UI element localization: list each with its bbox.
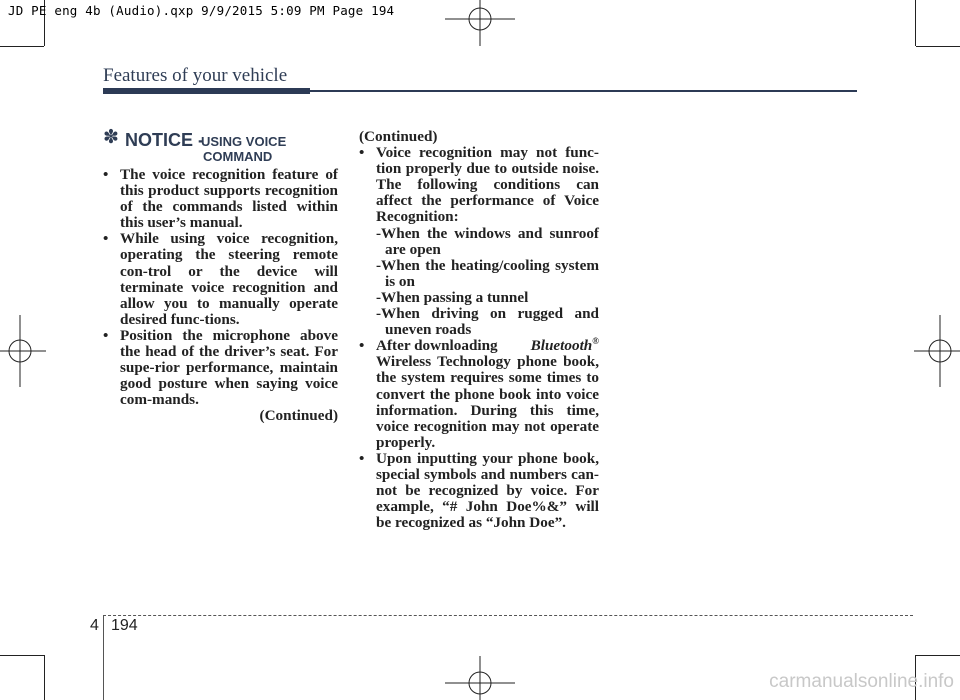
notice-label: NOTICE -: [125, 130, 204, 150]
bullet-marker: •: [359, 449, 365, 467]
bullet-marker: •: [103, 166, 109, 183]
bullet-text: Voice recognition may not func-tion properly due to outside noise. The following conditions can affect the performance of Voice Recognition:: [376, 144, 599, 226]
section-title: Features of your vehicle: [103, 65, 288, 86]
crop-mark-bottom-left-h: [0, 655, 44, 656]
notice-bullet: [359, 145, 599, 338]
title-underline-accent: [103, 88, 310, 94]
bullet-marker: •: [359, 144, 365, 162]
bullet-marker: •: [103, 326, 109, 344]
bullet-text: The voice recognition feature of this product supports recognition of the commands listed within this user’s manual.: [120, 166, 338, 232]
condition-item: -When driving on rugged and uneven roads: [376, 305, 599, 339]
continued-label: (Continued): [259, 407, 338, 425]
notice-star-icon: ✽: [103, 127, 119, 148]
bluetooth-word: Bluetooth: [530, 337, 593, 355]
watermark: carmanualsonline.info: [769, 671, 954, 692]
title-underline-rule: [310, 90, 857, 92]
bullet-prefix: After downloading: [376, 337, 498, 355]
notice-bullet: [103, 167, 338, 231]
condition-item: -When passing a tunnel: [376, 288, 529, 306]
notice-bullet: [359, 338, 599, 451]
bullet-marker: •: [103, 230, 109, 248]
condition-item: -When the heating/cooling system is on: [376, 256, 599, 290]
notice-bullet: [103, 328, 338, 408]
continued-heading: (Continued): [359, 128, 438, 145]
condition-item: -When the windows and sunroof are open: [376, 224, 599, 258]
notice-heading: [103, 129, 338, 167]
page-number: 194: [111, 617, 138, 634]
notice-subtitle-line2: COMMAND: [203, 149, 273, 164]
bullet-text: Upon inputting your phone book, special symbols and numbers can-not be recognized by voice. For example, “# John Doe%&” will be recognized as “John Doe”.: [376, 449, 599, 532]
crop-mark-bottom-left-v: [44, 655, 45, 700]
bullet-first-line: [376, 338, 599, 354]
bullet-text: Position the microphone above the head of the driver’s seat. For supe-rior performance, maintain good posture when saying voice com-mands.: [120, 326, 338, 409]
bullet-text: Wireless Technology phone book, the system requires some times to convert the phone book into voice information. During this time, voice recognition may not operate properly.: [376, 353, 599, 451]
bullet-text: While using voice recognition, operating the steering remote con-trol or the device will terminate voice recognition and allow you to manually operate desired func-tions.: [120, 230, 338, 328]
registration-mark-top-icon: [445, 0, 515, 46]
print-file-header: JD PE eng 4b (Audio).qxp 9/9/2015 5:09 PM Page 194: [8, 3, 395, 18]
crop-mark-top-right-v: [915, 0, 916, 46]
right-column: [359, 129, 599, 531]
chapter-number: 4: [90, 617, 99, 634]
registered-mark: ®: [592, 336, 599, 347]
notice-subtitle-line1: USING VOICE: [201, 134, 287, 149]
bullet-marker: •: [359, 337, 365, 355]
bluetooth-brand: [531, 338, 599, 354]
footer-vertical-rule: [103, 615, 104, 700]
notice-bullet: [103, 231, 338, 328]
crop-mark-top-left-h: [0, 46, 44, 47]
registration-mark-right-icon: [914, 315, 960, 387]
footer-dashed-rule: [103, 615, 913, 616]
registration-mark-left-icon: [0, 315, 46, 387]
registration-mark-bottom-icon: [445, 656, 515, 700]
left-column: [103, 129, 338, 425]
notice-bullet: [359, 451, 599, 531]
crop-mark-bottom-right-h: [916, 655, 960, 656]
crop-mark-top-right-h: [916, 46, 960, 47]
